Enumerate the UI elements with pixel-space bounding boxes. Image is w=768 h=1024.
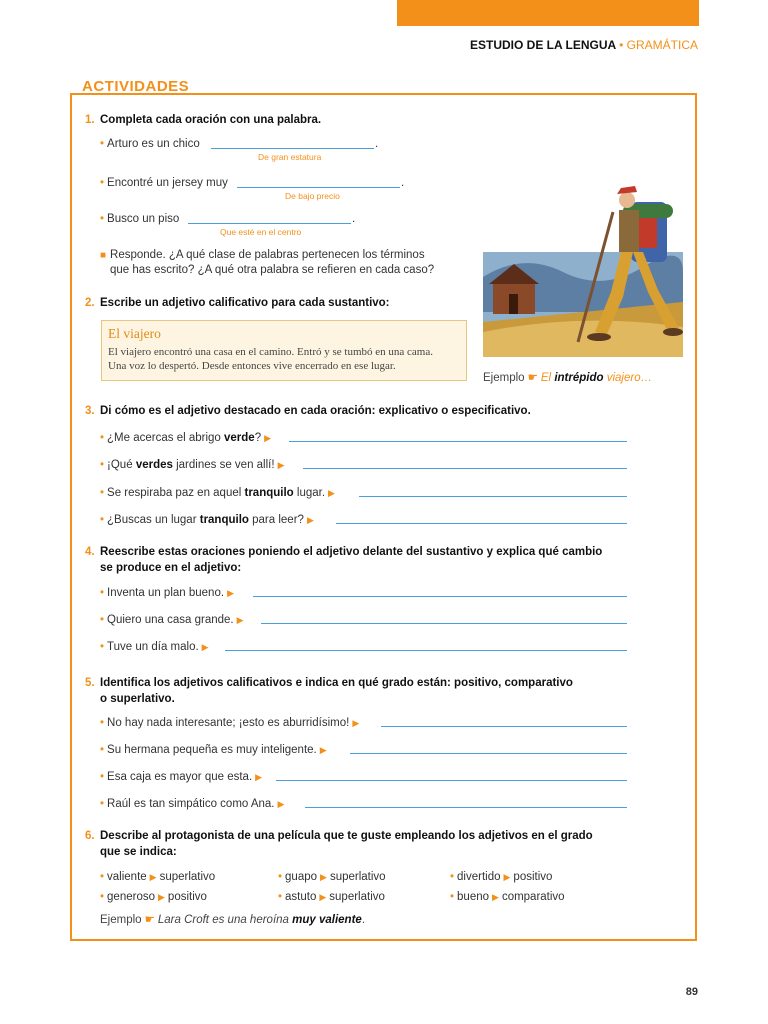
header-color-bar <box>397 0 699 26</box>
q6-pair-3: • divertido ▶ positivo <box>450 871 553 883</box>
q3-item-2: • ¡Qué verdes jardines se ven allí! ▶ <box>100 459 285 471</box>
arrow-icon: ▶ <box>158 892 165 902</box>
q2-example: Ejemplo ☛ El intrépido viajero… <box>483 372 653 384</box>
q3-item-1: • ¿Me acercas el abrigo verde? ▶ <box>100 432 272 444</box>
arrow-icon: ▶ <box>255 772 263 782</box>
q4-instruction-line-2: se produce en el adjetivo: <box>100 562 242 574</box>
q4-item-2: • Quiero una casa grande. ▶ <box>100 614 244 626</box>
q3-number: 3. <box>85 405 95 417</box>
q5-number: 5. <box>85 677 95 689</box>
arrow-icon: ▶ <box>264 433 272 443</box>
q5-item-4: • Raúl es tan simpático como Ana. ▶ <box>100 798 285 810</box>
q1-item-2: • Encontré un jersey muy <box>100 177 228 189</box>
q1-instruction: Completa cada oración con una palabra. <box>100 114 322 126</box>
q1-period: . <box>352 213 356 225</box>
q3-instruction: Di cómo es el adjetivo destacado en cada oración: explicativo o especificativo. <box>100 405 531 417</box>
subsection-title: GRAMÁTICA <box>626 38 698 52</box>
textbox-line-1: El viajero encontró una casa en el camino. Entró y se tumbó en una cama. <box>108 346 433 358</box>
q1-respond-line-2: que has escrito? ¿A qué otra palabra se refieren en cada caso? <box>110 264 435 276</box>
arrow-icon: ▶ <box>277 799 285 809</box>
q6-instruction-line-1: Describe al protagonista de una película que te guste empleando los adjetivos en el grado <box>100 830 593 842</box>
q4-instruction-line-1: Reescribe estas oraciones poniendo el adjetivo delante del sustantivo y explica qué cambio <box>100 546 603 558</box>
q1-period: . <box>375 138 379 150</box>
q5-answer-line-1[interactable] <box>381 726 627 727</box>
q6-pair-6: • bueno ▶ comparativo <box>450 891 565 903</box>
q1-answer-line-2[interactable] <box>237 187 400 188</box>
q5-item-3: • Esa caja es mayor que esta. ▶ <box>100 771 263 783</box>
q1-hint-2: De bajo precio <box>285 191 340 201</box>
activities-title: ACTIVIDADES <box>82 78 190 95</box>
section-header <box>470 38 698 52</box>
q5-instruction-line-1: Identifica los adjetivos calificativos e indica en qué grado están: positivo, comparativo <box>100 677 573 689</box>
q1-hint-1: De gran estatura <box>258 152 322 162</box>
hiker-illustration <box>483 182 683 357</box>
arrow-icon: ▶ <box>352 718 360 728</box>
arrow-icon: ▶ <box>236 615 244 625</box>
arrow-icon: ▶ <box>227 588 234 598</box>
arrow-icon: ▶ <box>201 642 209 652</box>
q1-answer-line-3[interactable] <box>188 223 351 224</box>
arrow-icon: ▶ <box>306 515 314 525</box>
q4-answer-line-3[interactable] <box>225 650 627 651</box>
q1-number: 1. <box>85 114 95 126</box>
q5-item-1: • No hay nada interesante; ¡esto es aburridísimo! ▶ <box>100 717 360 729</box>
reading-textbox <box>101 320 467 381</box>
header-separator: • <box>619 38 624 52</box>
arrow-icon: ▶ <box>503 872 511 882</box>
q1-respond-line-1: ■ Responde. ¿A qué clase de palabras pertenecen los términos <box>100 249 425 261</box>
q5-instruction-line-2: o superlativo. <box>100 693 175 705</box>
pointing-hand-icon: ☛ <box>527 372 538 384</box>
q1-hint-3: Que esté en el centro <box>220 227 302 237</box>
section-title: ESTUDIO DE LA LENGUA <box>469 38 616 52</box>
q4-item-3: • Tuve un día malo. ▶ <box>100 641 209 653</box>
page-number: 89 <box>685 986 698 998</box>
arrow-icon: ▶ <box>319 892 327 902</box>
q4-item-1: • Inventa un plan bueno. ▶ <box>100 587 234 599</box>
arrow-icon: ▶ <box>149 872 157 882</box>
q2-instruction: Escribe un adjetivo calificativo para cada sustantivo: <box>100 297 390 309</box>
q5-answer-line-3[interactable] <box>276 780 627 781</box>
q1-item-3: • Busco un piso <box>100 213 180 225</box>
q1-item-1: • Arturo es un chico <box>100 138 200 150</box>
arrow-icon: ▶ <box>492 892 499 902</box>
q4-answer-line-1[interactable] <box>253 596 627 597</box>
arrow-icon: ▶ <box>328 488 335 498</box>
q6-number: 6. <box>85 830 95 842</box>
q1-period: . <box>401 177 405 189</box>
q3-answer-line-2[interactable] <box>303 468 627 469</box>
q4-number: 4. <box>85 546 95 558</box>
q3-item-3: • Se respiraba paz en aquel tranquilo lugar. ▶ <box>100 487 335 499</box>
arrow-icon: ▶ <box>277 460 285 470</box>
arrow-icon: ▶ <box>320 872 327 882</box>
textbox-line-2: Una voz lo despertó. Desde entonces vive encerrado en ese lugar. <box>108 360 396 372</box>
pointing-hand-icon: ☛ <box>144 914 155 926</box>
q5-item-2: • Su hermana pequeña es muy inteligente. ▶ <box>100 744 327 756</box>
q6-pair-4: • generoso ▶ positivo <box>100 891 207 903</box>
q6-pair-1: • valiente ▶ superlativo <box>100 871 216 883</box>
q6-instruction-line-2: que se indica: <box>100 846 177 858</box>
q5-answer-line-4[interactable] <box>305 807 627 808</box>
q6-pair-2: • guapo ▶ superlativo <box>278 871 386 883</box>
q3-answer-line-3[interactable] <box>359 496 627 497</box>
q1-answer-line-1[interactable] <box>211 148 374 149</box>
arrow-icon: ▶ <box>319 745 327 755</box>
q3-item-4: • ¿Buscas un lugar tranquilo para leer? ▶ <box>100 514 314 526</box>
q5-answer-line-2[interactable] <box>350 753 627 754</box>
q3-answer-line-1[interactable] <box>289 441 627 442</box>
q4-answer-line-2[interactable] <box>261 623 627 624</box>
q3-answer-line-4[interactable] <box>336 523 627 524</box>
textbox-title: El viajero <box>108 326 161 341</box>
q6-pair-5: • astuto ▶ superlativo <box>278 891 385 903</box>
q2-number: 2. <box>85 297 95 309</box>
q6-example: Ejemplo ☛ Lara Croft es una heroína muy valiente. <box>100 914 366 926</box>
